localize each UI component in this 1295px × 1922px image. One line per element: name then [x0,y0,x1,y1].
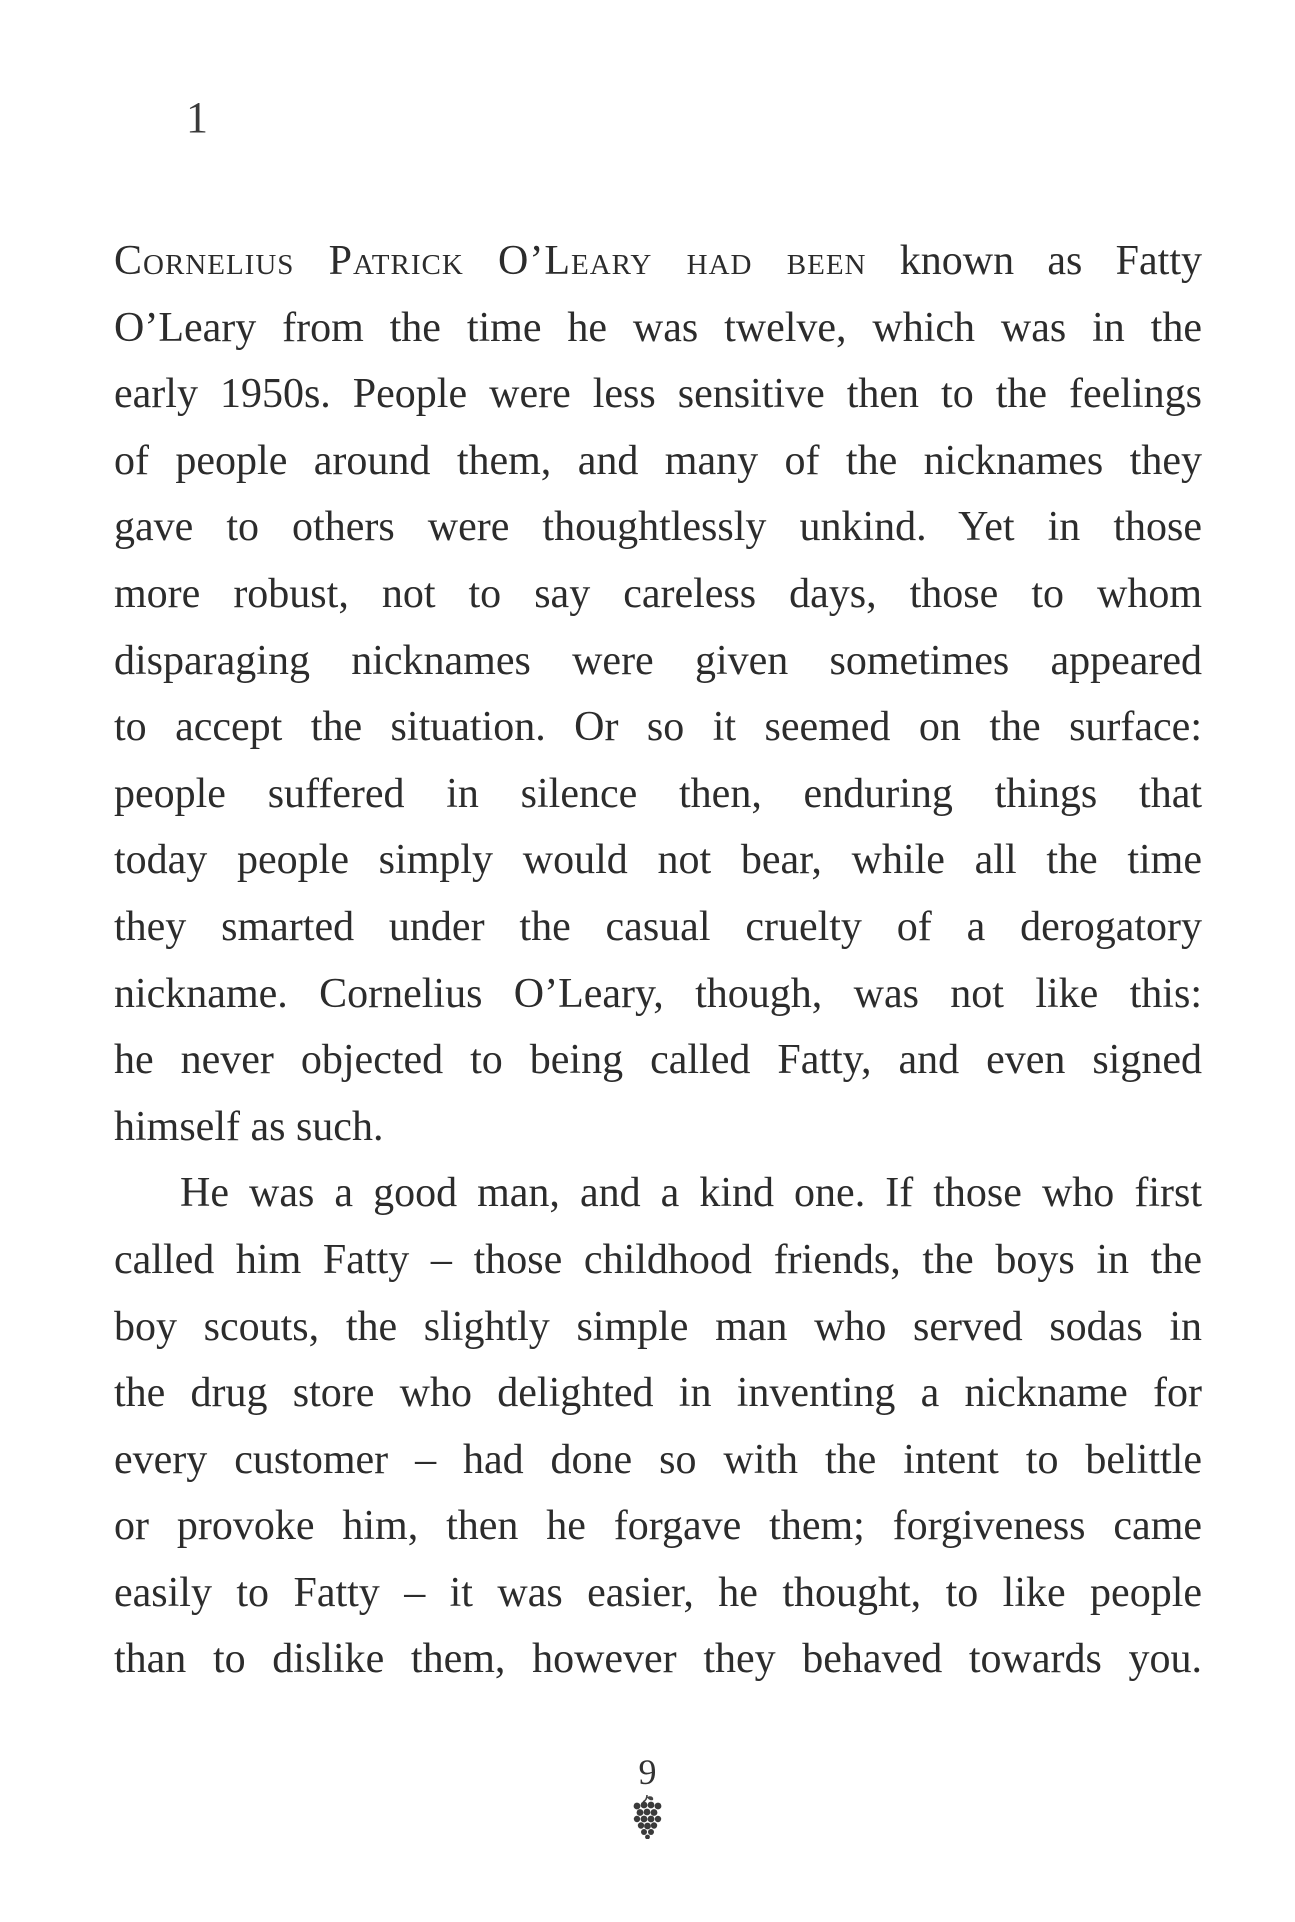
text-line: he never objected to being called Fatty, and even signed [114,1037,1202,1084]
text-line: to accept the situation. Or so it seemed on the surface: [114,704,1202,751]
text-line: today people simply would not bear, while all the time [114,837,1202,884]
text-line: O’Leary from the time he was twelve, which was in the [114,304,1202,351]
text-line: they smarted under the casual cruelty of a derogatory [114,903,1202,950]
text-line: nickname. Cornelius O’Leary, though, was not like this: [114,970,1202,1017]
text-line: of people around them, and many of the nicknames they [114,437,1202,484]
grapes-ornament-icon [629,1793,665,1839]
small-caps-lead-in: Cornelius Patrick O’Leary had been [114,238,867,284]
text-line: himself as such. [114,1103,384,1150]
text-line: early 1950s. People were less sensitive then to the feelings [114,371,1202,418]
page-number: 9 [638,1752,657,1792]
text-line: He was a good man, and a kind one. If those who first [180,1170,1202,1217]
text-line: disparaging nicknames were given sometimes appeared [114,637,1202,684]
text-line: every customer – had done so with the intent to belittle [114,1436,1202,1483]
paragraph-1 [114,228,1202,1160]
paragraph-2 [114,1160,1202,1693]
text-line: easily to Fatty – it was easier, he thought, to like people [114,1569,1202,1616]
text-line: more robust, not to say careless days, those to whom [114,570,1202,617]
text-line: the drug store who delighted in inventing a nickname for [114,1370,1202,1417]
text-line: gave to others were thoughtlessly unkind. Yet in those [114,504,1202,551]
text-line-fragment: known as Fatty [866,238,1202,284]
text-line: people suffered in silence then, enduring things that [114,770,1202,817]
chapter-body [114,228,1202,1693]
text-line [114,228,1202,295]
text-line: called him Fatty – those childhood friends, the boys in the [114,1236,1202,1283]
text-line: or provoke him, then he forgave them; forgiveness came [114,1503,1202,1550]
text-line: boy scouts, the slightly simple man who served sodas in [114,1303,1202,1350]
chapter-number: 1 [186,93,208,142]
text-line: than to dislike them, however they behaved towards you. [114,1636,1202,1683]
